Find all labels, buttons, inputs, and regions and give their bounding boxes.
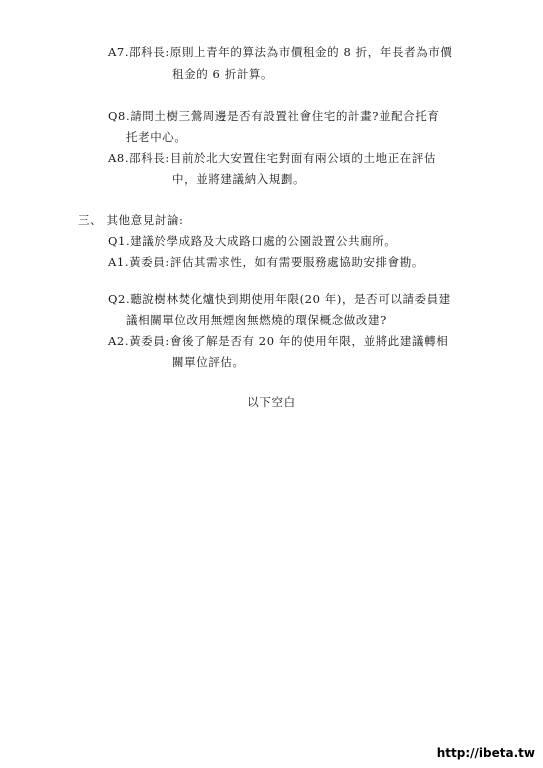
q8-question-line-2: 托老中心。 [126,130,187,144]
a2-answer-line-2: 關單位評估。 [172,355,245,369]
q2-question-line-1: Q2.聽說樹林焚化爐快到期使用年限(20 年)，是否可以請委員建 [108,292,451,306]
q8-question-line-1: Q8.請問土樹三鶯周邊是否有設置社會住宅的計畫?並配合托育 [108,109,440,123]
a8-answer-line-1: A8.邵科長:目前於北大安置住宅對面有兩公頃的土地正在評估 [108,151,437,165]
a8-answer-line-2: 中，並將建議納入規劃。 [172,172,306,186]
a1-answer: A1.黃委員:評估其需求性，如有需要服務處協助安排會勘。 [108,255,424,269]
a7-answer-line-1: A7.邵科長:原則上青年的算法為市價租金的 8 折，年長者為市價 [108,45,453,59]
end-note: 以下空白 [247,395,296,409]
a7-answer-line-2: 租金的 6 折計算。 [172,67,274,81]
a2-answer-line-1: A2.黃委員:會後了解是否有 20 年的使用年限，並將此建議轉相 [108,334,449,348]
q2-question-line-2: 議相關單位改用無煙囪無燃燒的環保概念做改建? [126,313,387,327]
q1-question: Q1.建議於學成路及大成路口處的公園設置公共廁所。 [108,234,397,248]
watermark-url: http://ibeta.tw [436,746,535,760]
section-3-heading: 三、 其他意見討論: [78,213,184,227]
